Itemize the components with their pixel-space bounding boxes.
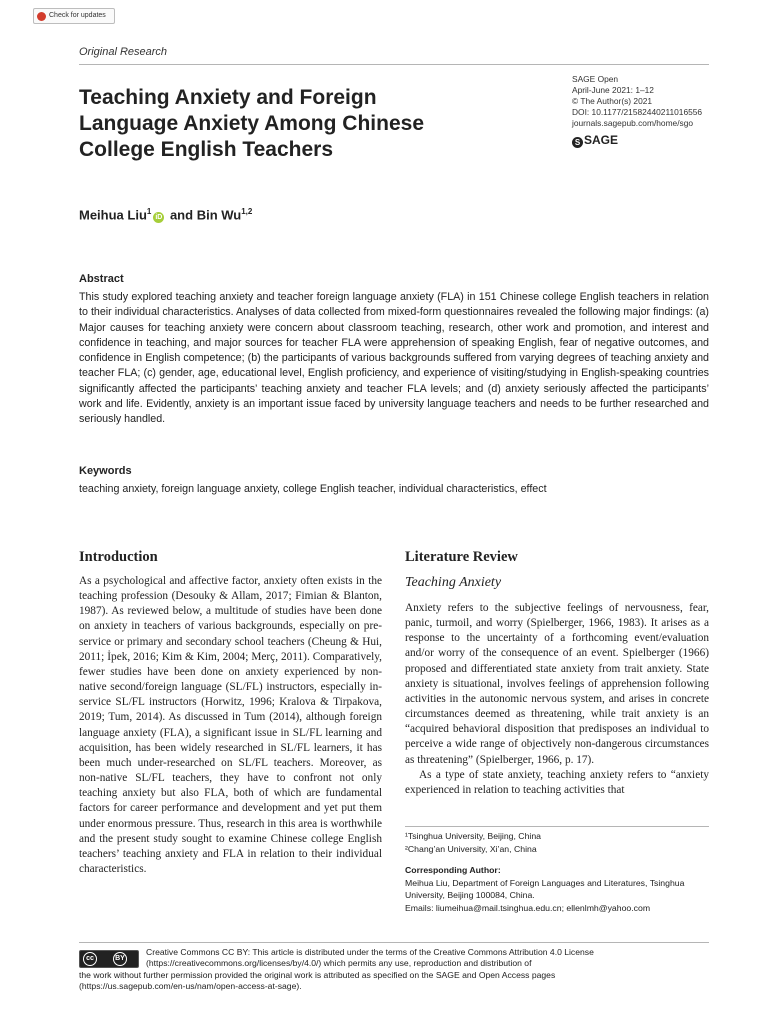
footnote-divider (405, 826, 709, 827)
orcid-icon[interactable]: iD (155, 214, 163, 222)
introduction-paragraph: As a psychological and affective factor, anxiety often exists in the teaching profession (Desouky & Allam, 2017; Fimian & Blanton, 1987). As reviewed below, a multitude of studies have been done on anxiety in teachers of various backgrounds, especially on pre-service or primary and secondary school teachers (Cheung & Hui, 2011; İpek, 2016; Kim & Kim, 2004; Merç, 2011). Comparatively, fewer studies have been done on anxiety experienced by non-native second/foreign language (SL/FL) instructors, especially in-service SL/FL instructors (Horwitz, 1996; Kralova & Tirpakova, 2019; Tum, 2014). As discussed in Tum (2014), although foreign language anxiety (FLA), a significant issue in SL/FL learning and acquisition, has been widely researched in SL/FL learners, it has been much under-researched on SL/FL teachers. Moreover, as non-native SL/FL teachers, they have to confront not only teaching anxiety but also FLA, both of which are fundamental factors for career performance and development and yet put them under enormous pressure. Thus, research in this area is worthwhile and the present study sought to examine Chinese college English teachers’ teaching anxiety and FLA in relation to their individual characteristics. (79, 575, 382, 875)
sage-logo-icon: S (572, 137, 583, 148)
abstract-heading: Abstract (79, 273, 124, 285)
title-line: College English Teachers (79, 138, 334, 161)
sage-logo (572, 133, 618, 148)
affiliation-footnote: ²Chang’an University, Xi’an, China (405, 844, 537, 854)
article-type-label: Original Research (79, 46, 168, 58)
corresponding-author-emails[interactable]: Emails: liumeihua@mail.tsinghua.edu.cn; ellenlmh@yahoo.com (405, 903, 651, 913)
author-connector: and (166, 207, 197, 223)
corresponding-author-heading: Corresponding Author: (405, 865, 501, 875)
update-icon (37, 12, 46, 21)
keywords-text: teaching anxiety, foreign language anxiety, college English teacher, individual characteristics, effect (79, 483, 547, 495)
keywords-heading: Keywords (79, 465, 132, 477)
title-line: Language Anxiety Among Chinese (79, 112, 424, 135)
article-title (79, 85, 499, 163)
affiliation-footnote: ¹Tsinghua University, Beijing, China (405, 831, 542, 841)
abstract-text: This study explored teaching anxiety and teacher foreign language anxiety (FLA) in 151 Chinese college English teachers in relation to their individual characteristics. Analyses of data collected from mixed-form questionnaires revealed the following major findings: (a) Major causes for teaching anxiety were concern about classroom teaching, research, other work and promotion, and interest and confidence in teaching, and major sources for teacher FLA were apprehension of speaking English, fear of negative outcomes, and confidence in English competence; (b) the participants of various backgrounds suffered from varying degrees of teaching anxiety and teacher FLA; (c) gender, age, educational level, English proficiency, and experience of visiting/studying in English-speaking countries significantly affected the participants’ teaching anxiety and teacher FLA levels; and (d) anxiety seriously affected the participants’ work and life. Evidently, anxiety is an important issue faced by university language teachers and needs to be further researched and seriously handled. (79, 291, 709, 426)
literature-paragraph: Anxiety refers to the subjective feelings of nervousness, fear, panic, turmoil, and worry (Spielberger, 1966, 1983). It arises as a response to the uncertainty of a forthcoming event/evaluation and/or worry of the consequence of an event. Spielberger (1966) proposed and differentiated state anxiety from trait anxiety. State anxiety is situational, involves feelings of apprehension following activities in the autonomic nervous system, and arises in concrete circumstances deemed as threatening, while trait anxiety is an “acquired behavioral disposition that predisposes an individual to perceive a wide range of objectively non-dangerous circumstances as threatening” (Spielberger, 1966, p. 17). (405, 602, 709, 766)
license-text: (https://us.sagepub.com/en-us/nam/open-access-at-sage). (79, 981, 302, 991)
introduction-body (79, 574, 382, 877)
license-text: Creative Commons CC BY: This article is distributed under the terms of the Creative Commons Attribution 4.0 License (146, 947, 594, 957)
author-affiliation-mark: 1 (146, 207, 152, 216)
introduction-heading: Introduction (79, 549, 158, 565)
header-divider (79, 64, 709, 65)
author-name: Bin Wu (196, 207, 242, 223)
cc-by-license-icon[interactable] (79, 950, 139, 968)
attribution-icon: BY (113, 952, 127, 966)
license-divider (79, 942, 709, 943)
corresponding-author-text: University, Beijing 100084, China. (405, 890, 535, 900)
license-text: the work without further permission provided the original work is attributed as specified on the SAGE and Open Access pages (79, 970, 556, 980)
check-for-updates-badge[interactable] (33, 8, 115, 24)
journal-issue: April-June 2021: 1–12 (572, 85, 654, 95)
literature-review-heading: Literature Review (405, 549, 518, 565)
author-affiliation-mark: 1,2 (241, 207, 253, 216)
title-line: Teaching Anxiety and Foreign (79, 86, 377, 109)
teaching-anxiety-subheading: Teaching Anxiety (405, 575, 502, 590)
author-list (79, 207, 252, 223)
journal-doi[interactable]: DOI: 10.1177/21582440211016556 (572, 107, 703, 117)
license-text: (https://creativecommons.org/licenses/by/4.0/) which permits any use, reproduction and distribution of (146, 958, 532, 968)
author-name: Meihua Liu (79, 207, 147, 223)
creative-commons-icon: cc (83, 952, 97, 966)
journal-url[interactable]: journals.sagepub.com/home/sgo (572, 118, 694, 128)
journal-name: SAGE Open (572, 74, 619, 84)
sage-logo-text: SAGE (584, 133, 619, 147)
corresponding-author-text: Meihua Liu, Department of Foreign Languages and Literatures, Tsinghua (405, 878, 685, 888)
literature-paragraph: As a type of state anxiety, teaching anxiety refers to “anxiety experienced in relation to teaching activities that (405, 768, 709, 796)
literature-review-body (405, 601, 709, 798)
journal-info (572, 74, 702, 129)
journal-copyright: © The Author(s) 2021 (572, 96, 653, 106)
check-for-updates-label: Check for updates (49, 12, 106, 19)
